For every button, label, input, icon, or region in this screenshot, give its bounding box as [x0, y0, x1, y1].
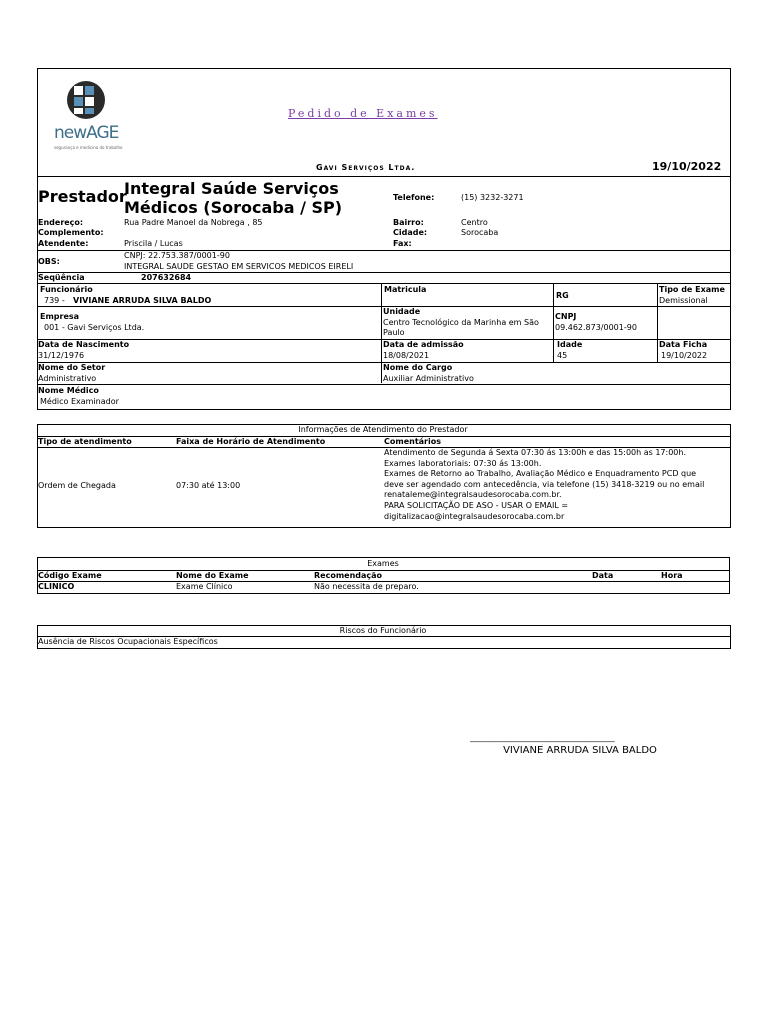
grid-line [553, 283, 554, 362]
nascimento-value: 31/12/1976 [38, 351, 85, 360]
funcionario-code: 739 - [44, 296, 65, 305]
sequencia-value: 207632684 [141, 273, 192, 282]
unidade-value: Centro Tecnológico da Marinha em São Paulo [383, 318, 539, 337]
grid-line [657, 283, 658, 362]
divider [37, 384, 730, 385]
atendente-label: Atendente: [38, 239, 89, 248]
logo-tagline: segurança e medicina do trabalho [54, 145, 123, 150]
fax-label: Fax: [393, 239, 412, 248]
comentarios-list [384, 448, 704, 522]
exame-nome: Exame Clínico [176, 582, 233, 591]
logo-text: newAGE [54, 123, 119, 143]
exames-title: Exames [367, 559, 399, 568]
obs-label: OBS: [38, 257, 60, 266]
setor-label: Nome do Setor [38, 363, 106, 372]
comentario-line: digitalizacao@integralsaudesorocaba.com.br [384, 511, 565, 521]
col-nome-exame: Nome do Exame [176, 571, 249, 580]
funcionario-name: VIVIANE ARRUDA SILVA BALDO [73, 296, 212, 305]
bairro-value: Centro [461, 218, 488, 227]
col-codigo-exame: Código Exame [38, 571, 102, 580]
riscos-value: Ausência de Riscos Ocupacionais Específicos [38, 637, 218, 646]
rg-label: RG [556, 291, 569, 300]
tipo-atendimento-value: Ordem de Chegada [38, 481, 116, 490]
tipo-exame-label: Tipo de Exame [659, 285, 725, 294]
ficha-value: 19/10/2022 [661, 351, 708, 360]
divider [37, 593, 730, 594]
col-comentarios: Comentários [384, 437, 441, 446]
grid-line [729, 557, 730, 594]
col-recomendacao: Recomendação [314, 571, 383, 580]
cnpj-value: 09.462.873/0001-90 [555, 323, 637, 332]
atendimento-title: Informações de Atendimento do Prestador [298, 425, 468, 434]
signature-name: VIVIANE ARRUDA SILVA BALDO [503, 745, 657, 756]
empresa-value: 001 - Gavi Serviços Ltda. [44, 323, 145, 332]
complemento-label: Complemento: [38, 228, 104, 237]
signature-line: ______________________________________ [470, 733, 615, 742]
idade-value: 45 [557, 351, 568, 360]
col-hora: Hora [661, 571, 683, 580]
company-logo [52, 76, 132, 152]
obs-line2: INTEGRAL SAUDE GESTAO EM SERVICOS MEDICOS EIRELI [124, 262, 354, 271]
col-faixa-horario: Faixa de Horário de Atendimento [176, 437, 326, 446]
divider [37, 176, 730, 177]
cidade-value: Sorocaba [461, 228, 499, 237]
medico-value: Médico Examinador [40, 397, 119, 406]
cidade-label: Cidade: [393, 228, 428, 237]
tipo-exame-value: Demissional [659, 296, 708, 305]
cargo-label: Nome do Cargo [383, 363, 453, 372]
comentario-line: Exames de Retorno ao Trabalho, Avaliação Médico e Enquadramento PCD que [384, 469, 697, 479]
telefone-label: Telefone: [393, 193, 435, 202]
exame-codigo: CLINICO [38, 582, 75, 591]
ficha-label: Data Ficha [659, 340, 708, 349]
sequencia-label: Seqüência [38, 273, 85, 282]
matricula-label: Matricula [384, 285, 427, 294]
medico-label: Nome Médico [38, 386, 99, 395]
riscos-title: Riscos do Funcionário [339, 626, 427, 635]
faixa-horario-value: 07:30 até 13:00 [176, 481, 241, 490]
divider [37, 570, 730, 571]
unidade-label: Unidade [383, 307, 421, 316]
comentario-line: deve ser agendado com antecedência, via telefone (15) 3418-3219 ou no email [384, 479, 705, 489]
empresa-label: Empresa [40, 312, 80, 321]
nascimento-label: Data de Nascimento [38, 340, 130, 349]
divider [37, 283, 730, 284]
cargo-value: Auxiliar Administrativo [383, 374, 474, 383]
telefone-value: (15) 3232-3271 [461, 193, 524, 202]
provider-name: Integral Saúde Serviços Médicos (Sorocaba / SP) [124, 179, 343, 217]
company-name: Gavi Serviços Ltda. [316, 163, 416, 172]
page-title: Pedido de Exames [288, 107, 438, 120]
cnpj-label: CNPJ [555, 312, 577, 321]
admissao-value: 18/08/2021 [383, 351, 430, 360]
endereco-label: Endereço: [38, 218, 84, 227]
divider [37, 557, 730, 558]
col-tipo-atendimento: Tipo de atendimento [38, 437, 132, 446]
comentario-line: Exames laboratoriais: 07:30 ás 13:00h. [384, 458, 542, 468]
header-date: 19/10/2022 [652, 160, 722, 173]
comentario-line: PARA SOLICITAÇÃO DE ASO - USAR O EMAIL = [384, 500, 569, 510]
comentario-line: Atendimento de Segunda á Sexta 07:30 ás 13:00h e das 15:00h as 17:00h. [384, 448, 687, 457]
provider-label: Prestador [38, 187, 127, 206]
bairro-label: Bairro: [393, 218, 424, 227]
exame-recomendacao: Não necessita de preparo. [314, 582, 419, 591]
endereco-value: Rua Padre Manoel da Nobrega , 85 [124, 218, 263, 227]
grid-line [381, 283, 382, 383]
obs-line1: CNPJ: 22.753.387/0001-90 [124, 251, 230, 260]
idade-label: Idade [557, 340, 583, 349]
col-data: Data [592, 571, 614, 580]
funcionario-label: Funcionário [40, 285, 93, 294]
comentario-line: renataleme@integralsaudesorocaba.com.br. [384, 490, 562, 500]
setor-value: Administrativo [38, 374, 97, 383]
atendente-value: Priscila / Lucas [124, 239, 183, 248]
admissao-label: Data de admissão [383, 340, 464, 349]
